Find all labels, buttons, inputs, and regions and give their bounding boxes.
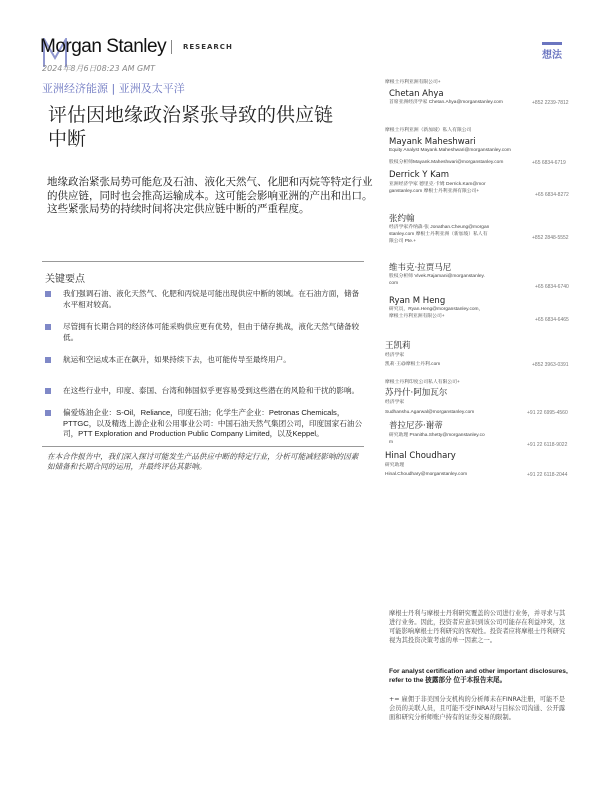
list-item: [45, 289, 365, 310]
bullet-text: 我们强调石油、液化天然气、化肥和丙烷是可能出现供应中断的领域。在石油方面，储备水平相对较高。: [63, 289, 360, 309]
disclosure-link[interactable]: For analyst certification and other important disclosures, refer to the 披露部分 位于本报告末尾。: [389, 668, 568, 684]
key-points-section: [45, 289, 367, 473]
contact-title: 经济学家: [385, 353, 405, 358]
contact-phone: +65 6834-8272: [535, 192, 569, 198]
contact-email: Hinal.Choudhary@morganstanley.com: [385, 472, 468, 477]
contact-email: 经济学家乔纳森·张 Jonathan.Cheung@morgan: [389, 225, 490, 230]
contact-phone: +852 2848-5552: [532, 235, 569, 241]
contact-name: 维韦克·拉贾马尼: [389, 263, 452, 273]
contact-title: 经济学家: [385, 400, 405, 405]
bullet-icon: [45, 291, 51, 297]
contact-email: 首席亚洲经济学家 Chetan.Ahya@morganstanley.com: [389, 100, 503, 105]
contact-email: stanley.com 摩根士丹利亚洲（新加坡）私人有: [389, 232, 488, 237]
contact-email: 研究助理 Pranitha.Shetty@morganstanley.co: [389, 433, 485, 438]
bullet-icon: [45, 388, 51, 394]
brand-logo: Morgan Stanley: [40, 36, 167, 57]
bullet-text: 在这些行业中，印度、泰国、台湾和韩国似乎更容易受到这些潜在的风险和干扰的影响。: [63, 385, 360, 395]
bullet-text: 航运和空运成本正在飙升，如果持续下去，也可能传导至最终用户。: [63, 355, 291, 364]
bullet-icon: [45, 357, 51, 363]
contact-phone: +65 6834-6740: [535, 284, 569, 290]
key-points-list: [45, 289, 365, 440]
contact-name: 普拉尼莎·谢蒂: [389, 421, 443, 431]
contact-phone: +65 6834-6465: [535, 317, 569, 323]
contact-email: ganstanley.com 摩根士丹利亚洲有限公司+: [389, 188, 480, 194]
logo-divider: [171, 40, 172, 54]
disclosures-section: [389, 609, 569, 722]
contact-email: 股权分析师 Vivek.Rajamani@morganstanley.: [389, 274, 485, 279]
contact-email: Sudhanshu.Agarwal@morganstanley.com: [385, 410, 475, 415]
bullet-icon: [45, 324, 51, 330]
divider: [42, 261, 364, 262]
contact-phone: +91 22 6118-2044: [527, 472, 568, 478]
list-item: [45, 408, 365, 440]
list-item: [45, 355, 365, 366]
bullet-icon: [45, 410, 51, 416]
section-label: RESEARCH: [183, 43, 233, 51]
contact-name: Derrick Y Kam: [389, 170, 450, 180]
contact-title: 研究助理: [385, 463, 405, 468]
contact-name: Ryan M Heng: [389, 296, 446, 306]
contact-name: Mayank Maheshwari: [389, 137, 476, 147]
divider: [42, 446, 364, 447]
bullet-text: 偏爱炼油企业：S-Oil，Reliance，印度石油；化学生产企业：Petronas Chemicals，PTTGC，以及精选上游企业和公用事业公司：中国石油天然气集团公司，印度国家石油公司，PTT Exploration and Production Public Company Limited，以及Keppel。: [63, 408, 363, 438]
page-title: 评估因地缘政治紧张导致的供应链中断: [48, 104, 334, 150]
contact-phone: +91 22 6995-4560: [527, 410, 568, 416]
contact-email: 亚洲经济学家 德里克·卡姆 Derrick.Kam@mor: [389, 182, 486, 187]
contact-email: 凯莉·王@摩根士丹利.com: [385, 362, 441, 367]
contact-email: m: [389, 439, 393, 445]
contact-name: Chetan Ahya: [389, 89, 444, 99]
contact-org: 摩根士丹利亚洲有限公司+: [385, 80, 441, 85]
contact-name: Hinal Choudhary: [385, 451, 456, 461]
contact-email: 限公司 Pte.+: [389, 239, 417, 244]
disclosure-finra: += 雇佣于非美国分支机构的分析师未在FINRA注册，可能不是会员的关联人员，且可能不受FINRA对与目标公司沟通、公开露面和研究分析师账户持有的证券交易的限制。: [389, 696, 566, 721]
key-points-heading: 关键要点: [45, 274, 85, 285]
list-item: [45, 386, 365, 397]
contact-name: 王凯莉: [385, 341, 411, 351]
summary-text: 在本合作报告中，我们深入探讨可能发生产品供应中断的特定行业，分析可能减轻影响的因素如储备和长期合同的运用，并最终评估其影响。: [47, 451, 359, 471]
disclosure-conflict: 摩根士丹利与摩根士丹利研究覆盖的公司进行业务，并寻求与其进行业务。因此，投资者应意识到该公司可能存在利益冲突，这可能影响摩根士丹利研究的客观性。投资者应将摩根士丹利研究视为其投资决策考虑的单一因素之一。: [389, 610, 566, 644]
contact-name: 张约翰: [389, 214, 415, 224]
lede-paragraph: 地缘政治紧张局势可能危及石油、液化天然气、化肥和丙烷等特定行业的供应链，同时也会推高运输成本。这可能会影响亚洲的产出和出口。这些紧张局势的持续时间将决定供应链中断的严重程度。: [47, 176, 373, 215]
bullet-text: 尽管拥有长期合同的经济体可能采购供应更有优势，但由于储存挑战，液化天然气储备较低。: [63, 322, 360, 342]
contact-email: Equity Analyst Mayank.Maheshwari@morganstanley.com: [389, 148, 511, 153]
contact-phone: +65 6834-6719: [532, 160, 566, 166]
contact-org: 摩根士丹利亚洲（新加坡）私人有限公司: [385, 128, 472, 133]
contact-phone: +852 3963-0391: [532, 362, 569, 368]
contact-email: com: [389, 280, 399, 286]
contact-phone: +91 22 6118-9022: [527, 442, 568, 448]
publish-date: 2024年8月6日08:23 AM GMT: [42, 64, 156, 73]
report-type-tag: 想法: [542, 42, 562, 61]
region-breadcrumb: 亚洲经济能源 | 亚洲及太平洋: [42, 82, 185, 95]
contact-phone: +852 2239-7812: [532, 100, 569, 106]
contact-email: 股权分析师Mayank.Maheshwari@morganstanley.com: [389, 160, 504, 165]
contact-email: 研究员，Ryan.Heng@morganstanley.com，: [389, 307, 484, 312]
contact-email: 摩根士丹利亚洲有限公司+: [389, 313, 445, 319]
list-item: [45, 322, 365, 343]
contact-name: 苏丹什·阿加瓦尔: [385, 388, 448, 398]
contact-org: 摩根士丹利印度公司私人有限公司+: [385, 380, 460, 385]
